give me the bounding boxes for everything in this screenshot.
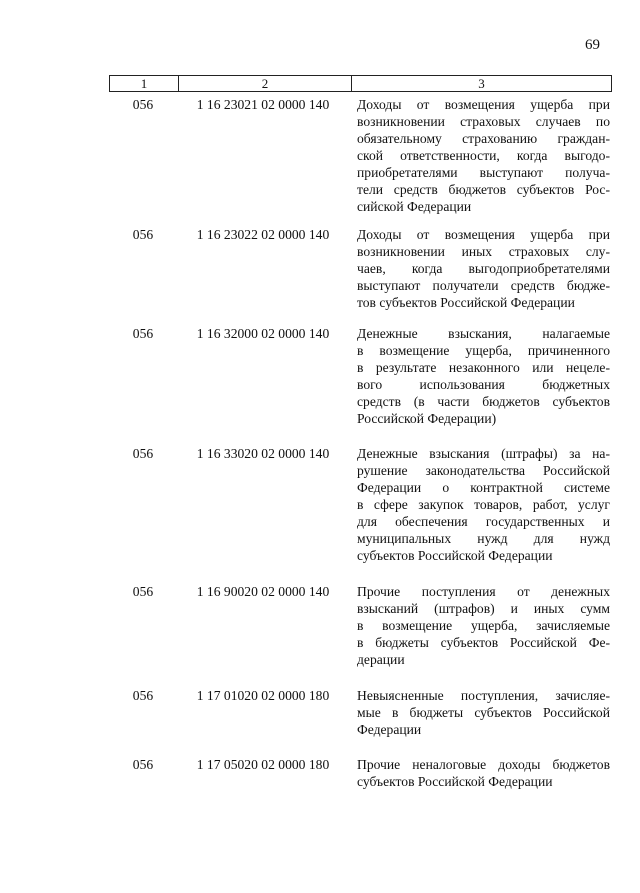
description-line: средств (в части бюджетов субъектов — [357, 394, 610, 409]
description-line: Прочие неналоговые доходы бюджетов — [357, 757, 610, 772]
description-line: Российской Федерации) — [357, 411, 497, 426]
table-header — [109, 75, 612, 92]
table-row — [109, 756, 610, 790]
table-row — [109, 583, 610, 668]
admin-code-cell: 056 — [132, 446, 154, 461]
header-col-2: 2 — [179, 76, 352, 91]
description-line: тели средств бюджетов субъектов Рос- — [357, 182, 610, 197]
kbk-code-cell: 1 16 23022 02 0000 140 — [196, 227, 330, 242]
description-line: ской ответственности, когда выгодо- — [357, 148, 610, 163]
page-number: 69 — [585, 37, 600, 53]
description-line: Прочие поступления от денежных — [357, 584, 610, 599]
description-line: приобретателями выступают получа- — [357, 165, 610, 180]
description-line: рушение законодательства Российской — [357, 463, 610, 478]
table-row — [109, 687, 610, 738]
description-cell — [349, 226, 610, 311]
admin-code-cell: 056 — [132, 326, 154, 341]
description-cell — [349, 445, 610, 564]
description-line: субъектов Российской Федерации — [357, 548, 553, 563]
description-line: Доходы от возмещения ущерба при — [357, 227, 610, 242]
header-col-3: 3 — [478, 76, 485, 91]
description-cell — [349, 583, 610, 668]
admin-code-cell: 056 — [132, 688, 154, 703]
description-line: в результате незаконного или нецеле- — [357, 360, 610, 375]
description-line: Доходы от возмещения ущерба при — [357, 97, 610, 112]
table-row — [109, 96, 610, 215]
description-line: для обеспечения государственных и — [357, 514, 610, 529]
kbk-code-cell: 1 17 05020 02 0000 180 — [196, 757, 330, 772]
kbk-code-cell: 1 17 01020 02 0000 180 — [196, 688, 330, 703]
description-line: Федерации — [357, 722, 422, 737]
description-cell — [349, 687, 610, 738]
description-line: субъектов Российской Федерации — [357, 774, 553, 789]
description-line: Федерации о контрактной системе — [357, 480, 610, 495]
description-line: выступают получатели средств бюдже- — [357, 278, 610, 293]
description-line: тов субъектов Российской Федерации — [357, 295, 575, 310]
table-row — [109, 325, 610, 427]
admin-code-cell: 056 — [132, 227, 154, 242]
description-cell — [349, 325, 610, 427]
description-line: в возмещение ущерба, причиненного — [357, 343, 610, 358]
kbk-code-cell: 1 16 23021 02 0000 140 — [196, 97, 330, 112]
description-cell — [349, 756, 610, 790]
description-line: Денежные взыскания, налагаемые — [357, 326, 610, 341]
admin-code-cell: 056 — [132, 757, 154, 772]
description-line: взысканий (штрафов) и иных сумм — [357, 601, 610, 616]
kbk-code-cell: 1 16 90020 02 0000 140 — [196, 584, 330, 599]
description-line: вого использования бюджетных — [357, 377, 610, 392]
description-line: чаев, когда выгодоприобретателями — [357, 261, 610, 276]
admin-code-cell: 056 — [132, 97, 154, 112]
kbk-code-cell: 1 16 32000 02 0000 140 — [196, 326, 330, 341]
description-line: возникновении страховых случаев по — [357, 114, 610, 129]
description-line: в возмещение ущерба, зачисляемые — [357, 618, 610, 633]
description-line: Денежные взыскания (штрафы) за на- — [357, 446, 610, 461]
description-line: мые в бюджеты субъектов Российской — [357, 705, 610, 720]
description-cell — [349, 96, 610, 215]
kbk-code-cell: 1 16 33020 02 0000 140 — [196, 446, 330, 461]
description-line: в бюджеты субъектов Российской Фе- — [357, 635, 610, 650]
description-line: дерации — [357, 652, 405, 667]
admin-code-cell: 056 — [132, 584, 154, 599]
description-line: Невыясненные поступления, зачисляе- — [357, 688, 610, 703]
description-line: в сфере закупок товаров, работ, услуг — [357, 497, 610, 512]
header-col-1: 1 — [110, 76, 179, 91]
table-row — [109, 445, 610, 564]
table-row — [109, 226, 610, 311]
description-line: обязательному страхованию граждан- — [357, 131, 610, 146]
description-line: муниципальных нужд для нужд — [357, 531, 610, 546]
description-line: сийской Федерации — [357, 199, 472, 214]
description-line: возникновении иных страховых слу- — [357, 244, 610, 259]
